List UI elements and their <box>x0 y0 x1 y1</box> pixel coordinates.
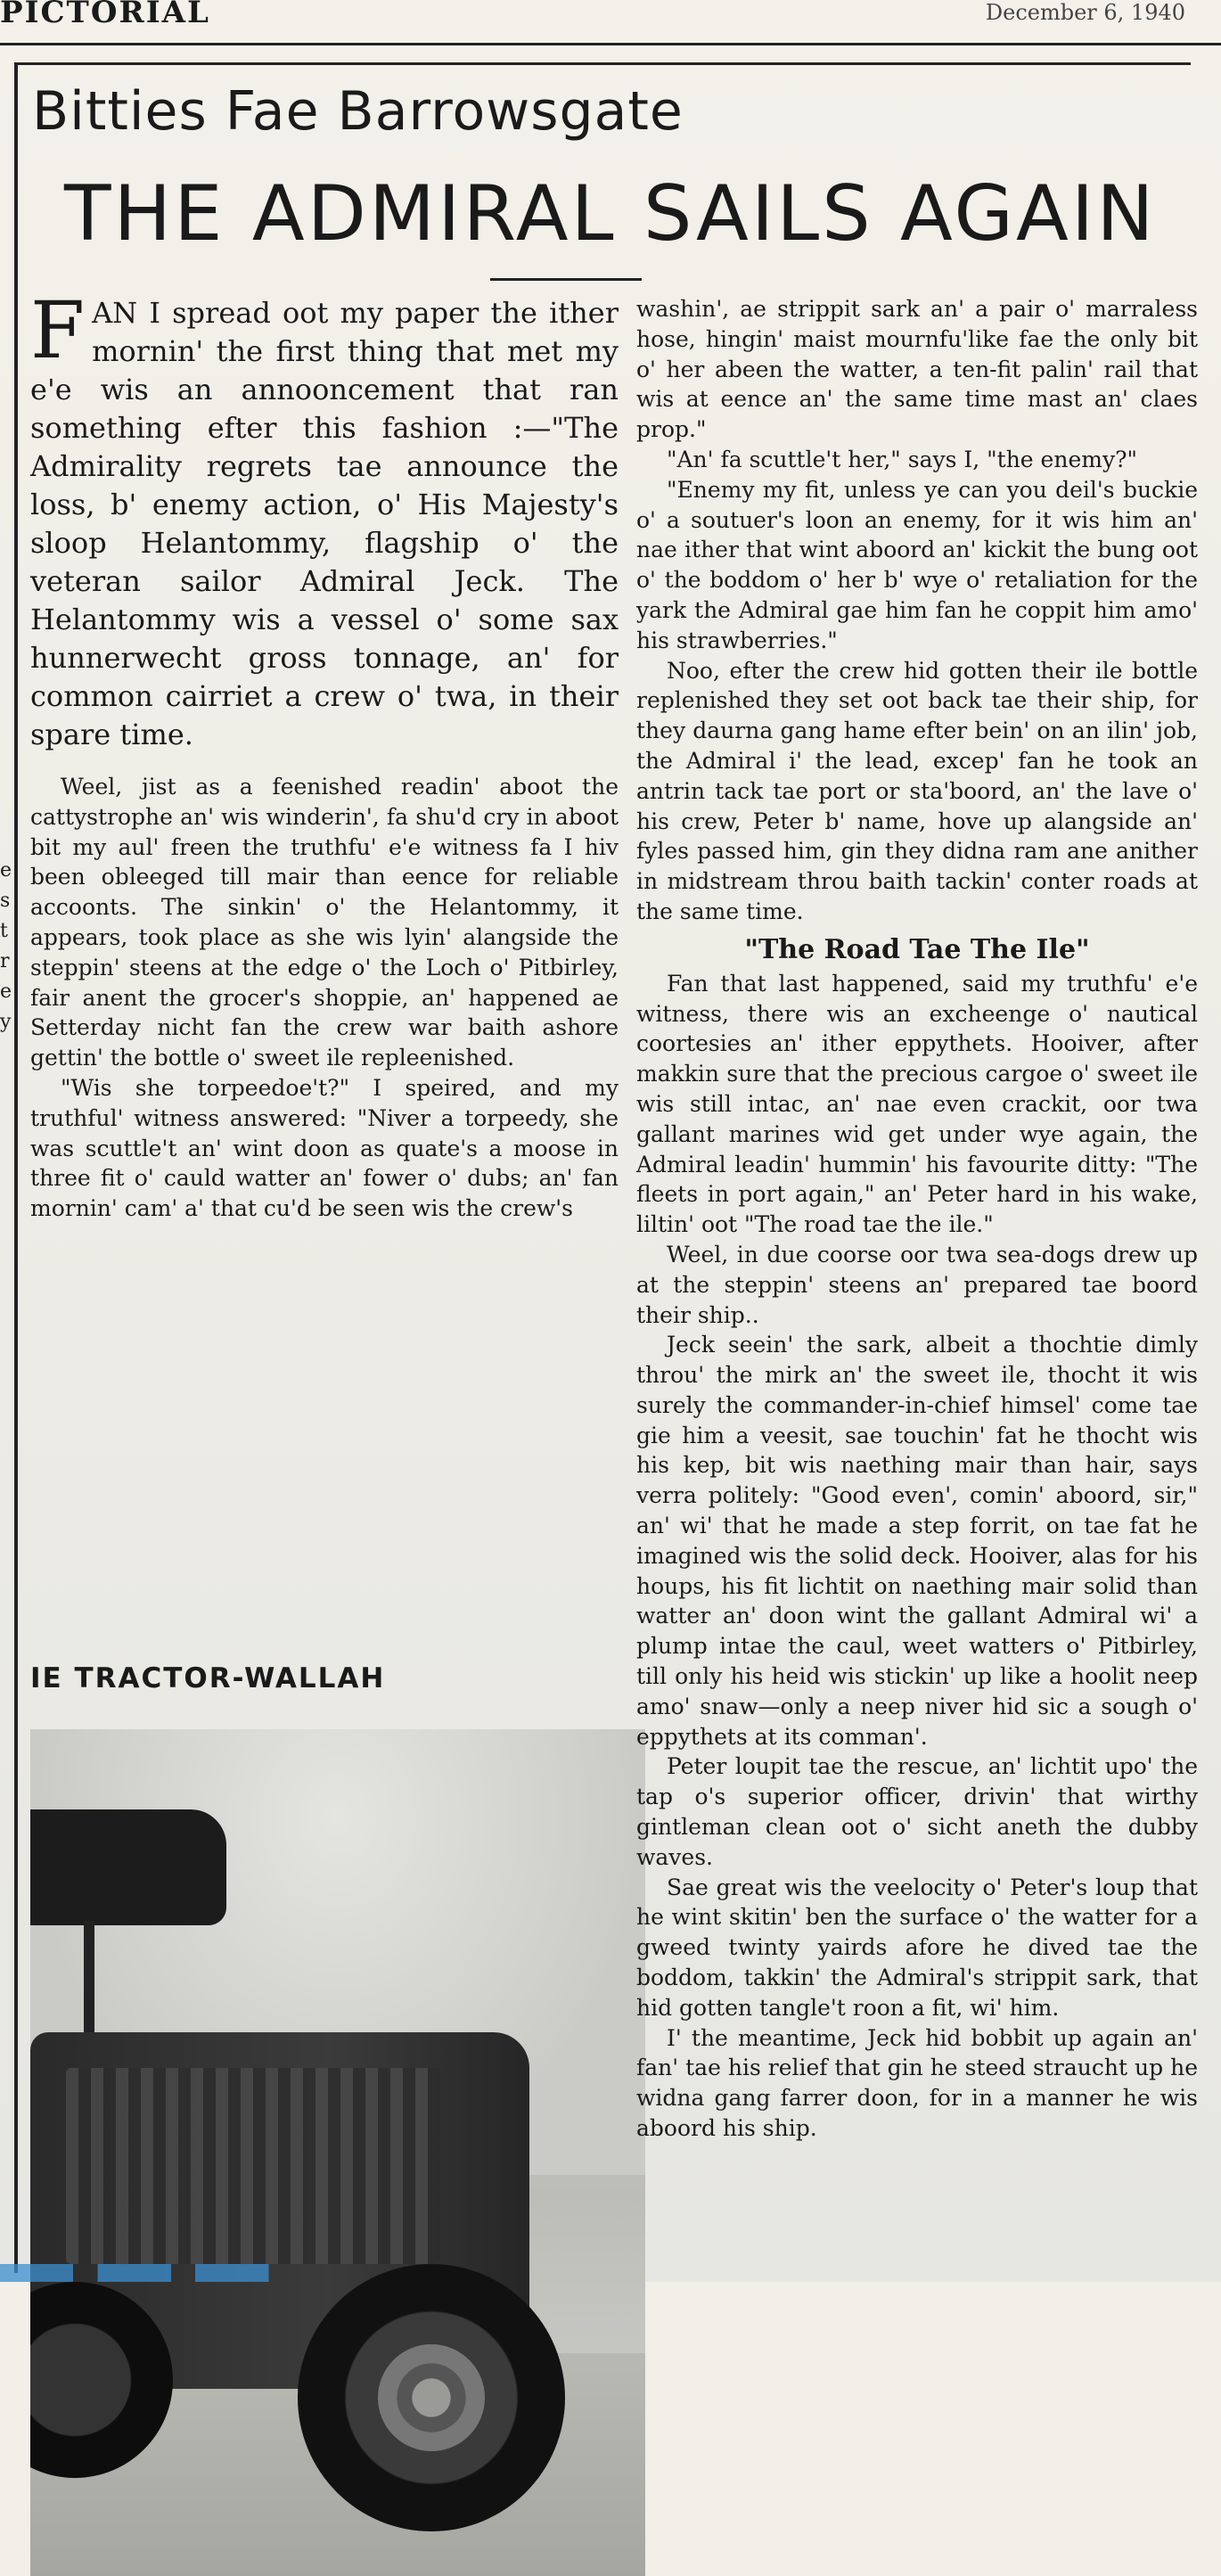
body-paragraph: Jeck seein' the sark, albeit a thochtie dimly throu' the mirk an' the sweet ile, thocht it wis surely the commander-in-chief himsel' come tae gie him a veesit, sae touchin' fat he thocht wis his kep, bit wis naething mair than hair, says verra politely: "Good even', comin' aboord, sir," an' wi' that he made a step forrit, on tae fat he imagined wis the solid deck. Hooiver, alas for his houps, his fit lichtit on naething mair solid than watter an' doon wint the gallant Admiral wi' a plump intae the caul, weet watters o' Pitbirley, till only his heid wis stickin' up like a hoolit neep amo' snaw—only a neep niver hid sic a sough o' eppythets at its comman'. <box>636 1332 1198 1750</box>
article-headline: THE ADMIRAL SAILS AGAIN <box>64 169 1157 258</box>
masthead-bar <box>0 0 1221 45</box>
margin-char: r <box>0 950 10 972</box>
margin-char: e <box>0 859 12 882</box>
section-title: PICTORIAL <box>0 0 210 30</box>
body-paragraph: Noo, efter the crew hid gotten their ile bottle replenished they set oot back tae their ship, for they daurna gang hame efter bein' on an ilin' job, the Admiral i' the lead, excep' fan he took an antrin tack tae port or sta'boord, an' the lave o' his crew, Peter b' name, hove up alangside an' fyles passed him, gin they didna ram ane anither in midstream throu baith tackin' conter roads at the same time. <box>636 657 1198 924</box>
drop-cap: F <box>30 284 86 376</box>
article-column-left <box>30 284 619 1694</box>
body-paragraph: "An' fa scuttle't her," says I, "the enemy?" <box>667 446 1137 472</box>
margin-char: y <box>0 1011 12 1033</box>
bottom-ui-strip <box>0 2264 1221 2282</box>
tractor-engine <box>66 2068 440 2264</box>
body-paragraph: washin', ae strippit sark an' a pair o' marraless hose, hingin' maist mournfu'like fae the only bit o' her abeen the watter, a ten-fit palin' rail that wis at eence an' the same time mast an' claes prop." <box>636 296 1198 443</box>
photo-caption: IE TRACTOR-WALLAH <box>30 1662 386 1694</box>
body-paragraph: Sae great wis the veelocity o' Peter's loup that he wint skitin' ben the surface o' the watter for a gweed twinty yairds afore he dived tae the boddom, takkin' the Admiral's strippit sark, that hid gotten tangle't roon a fit, wi' him. <box>636 1874 1198 2021</box>
body-paragraph: Fan that last happened, said my truthfu' e'e witness, there wis an excheenge o' nautical coortesies an' ither eppythets. Hooiver, after makkin sure that the precious cargoe o' sweet ile wis still intac, an' nae even crackit, oor twa gallant marines wid get under wye again, the Admiral leadin' hummin' his favourite ditty: "The fleets in port again," an' Peter hard in his wake, liltin' oot "The road tae the ile." <box>636 970 1198 1238</box>
margin-char: s <box>0 890 11 912</box>
tractor-wheel-hub <box>378 2344 485 2451</box>
margin-char: e <box>0 980 12 1003</box>
tractor-post <box>84 1921 94 2046</box>
body-paragraph: Weel, jist as a feenished readin' aboot the cattystrophe an' wis winderin', fa shu'd cry in aboot bit my aul' freen the truthfu' e'e witness fa I hiv been obleeged till mair than eence for reliable accoonts. The sinkin' o' the Helantommy, it appears, took place as she wis lyin' alangside the steppin' steens at the edge o' the Loch o' Pitbirley, fair anent the grocer's shoppie, an' happened ae Setterday nicht fan the crew war baith ashore gettin' the bottle o' sweet ile repleenished. <box>30 774 619 1071</box>
tractor-photo <box>30 1729 645 2576</box>
article-frame-top <box>14 62 1191 65</box>
body-paragraph: "Enemy my fit, unless ye can you deil's buckie o' a soutuer's loon an enemy, for it wis him an' nae ither that wint aboord an' kickit the bung oot o' the boddom o' her b' wye o' retaliation for the yark the Admiral gae him fan he coppit him amo' his strawberries." <box>636 476 1198 653</box>
body-paragraph: Weel, in due coorse oor twa sea-dogs drew up at the steppin' steens an' prepared tae boord their ship.. <box>636 1241 1198 1328</box>
body-paragraph: "Wis she torpeedoe't?" I speired, and my truthful' witness answered: "Niver a torpeedy, she was scuttle't an' wint doon as quate's a moose in three fit o' cauld watter an' fower o' dubs; an' fan mornin' cam' a' that cu'd be seen wis the crew's <box>30 1074 619 1222</box>
lead-paragraph <box>30 284 619 754</box>
issue-date: December 6, 1940 <box>985 0 1185 25</box>
body-paragraph: I' the meantime, Jeck hid bobbit up again an' fan' tae his relief that gin he steed straucht up he widna gang farrer doon, for in a manner he wis aboord his ship. <box>636 2024 1198 2142</box>
body-paragraph: Peter loupit tae the rescue, an' lichtit upo' the tap o's superior officer, drivin' that wirthy gintleman clean oot o' sicht aneth the dubby waves. <box>636 1753 1198 1870</box>
left-margin-fragments <box>0 856 12 1038</box>
article-column-right <box>636 294 1198 2144</box>
lead-text: AN I spread oot my paper the ither mornin' the first thing that met my e'e wis an annooncement that ran something efter this fashion :—"The Admirality regrets tae announce the loss, b' enemy action, o' His Majesty's sloop Helantommy, flagship o' the veteran sailor Admiral Jeck. The Helantommy wis a vessel o' some sax hunnerwecht gross tonnage, an' for common cairriet a crew o' twa, in their spare time. <box>30 296 619 751</box>
article-subhead: "The Road Tae The Ile" <box>744 933 1090 965</box>
article-kicker: Bitties Fae Barrowsgate <box>32 80 684 143</box>
tractor-canopy <box>30 1809 226 1925</box>
margin-char: t <box>0 920 8 942</box>
headline-rule <box>490 278 642 281</box>
